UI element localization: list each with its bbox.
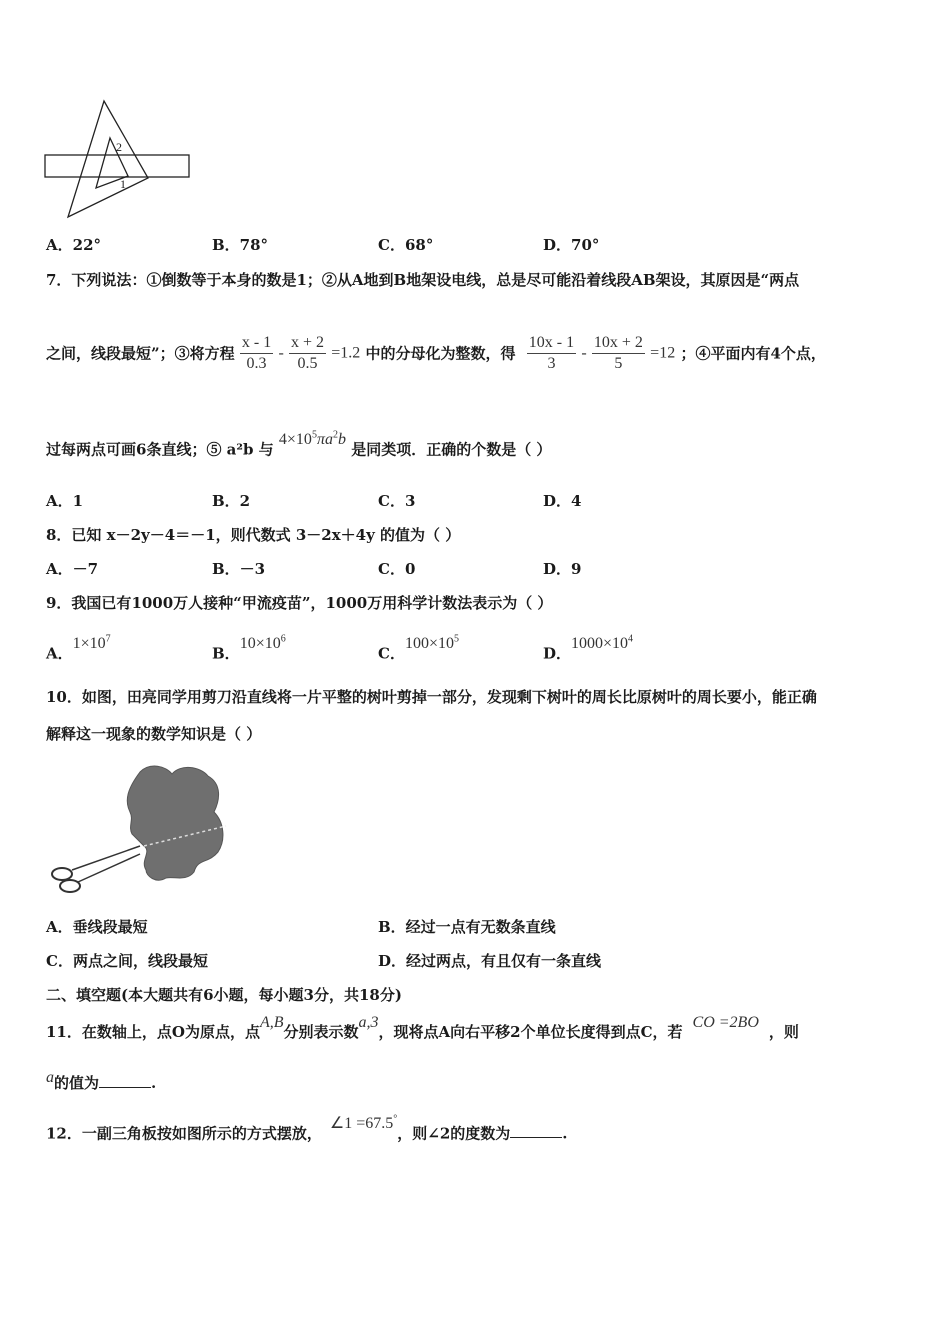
scissors-handle-bottom [60, 880, 80, 892]
eq2-den1: 3 [547, 355, 556, 372]
q6-option-b: B．78° [212, 236, 269, 254]
q10-option-d: D．经过两点，有且仅有一条直线 [378, 952, 602, 970]
term-b: b [337, 431, 346, 449]
eq1-num1: x - 1 [240, 333, 273, 354]
q11-part5: 的值为 [54, 1074, 100, 1092]
q10-line2: 解释这一现象的数学知识是（ ） [46, 725, 262, 743]
q12-angle [330, 1115, 397, 1132]
q9-option-c-expr [405, 635, 459, 652]
q9-option-a [46, 634, 111, 664]
q12-degree: ° [393, 1114, 398, 1125]
q7-like-term [279, 431, 346, 448]
eq1-den1: 0.3 [246, 355, 267, 372]
q11-part4: ，则 [768, 1023, 799, 1041]
q8-option-d: D．9 [543, 560, 582, 578]
q9-c-base: 100×10 [404, 635, 454, 653]
eq2-den2: 5 [614, 355, 623, 372]
q7-line1: 7．下列说法：①倒数等于本身的数是1；②从A地到B地架设电线，总是尽可能沿着线段AB架设，其原因是“两点 [46, 271, 800, 289]
q11-answer-blank[interactable] [99, 1073, 151, 1088]
q11-var: a [46, 1069, 54, 1086]
q7-line3-part-a: 过每两点可画6条直线；⑤ a²b 与 [46, 440, 274, 459]
q6-triangle-figure [42, 96, 197, 221]
q7-line2-part-a: 之间，线段最短”；③将方程 [46, 344, 235, 363]
eq1-fraction-2 [289, 333, 326, 374]
q12-part2: ，则∠2的度数为 [397, 1124, 511, 1143]
q9-question: 9．我国已有1000万人接种“甲流疫苗”，1000万用科学计数法表示为（ ） [46, 594, 553, 612]
q11-part1: 11．在数轴上，点O为原点，点 [46, 1023, 260, 1041]
q7-option-b: B．2 [212, 492, 251, 510]
q7-line3 [46, 430, 552, 460]
q7-line2-part-c: ；④平面内有4个点， [680, 344, 826, 363]
term-var: πa [316, 431, 333, 449]
ruler-rectangle [45, 155, 189, 177]
eq2-num1: 10x - 1 [527, 333, 576, 354]
q11-part2: 分别表示数 [283, 1023, 359, 1041]
q7-line3-part-b: 是同类项．正确的个数是（ ） [351, 440, 552, 459]
q12-part1: 12．一副三角板按如图所示的方式摆放， [46, 1124, 322, 1143]
q9-d-exp: 4 [628, 634, 634, 645]
section2-title: 二、填空题(本大题共有6小题，每小题3分，共18分) [46, 986, 402, 1004]
scissors-handle-top [52, 868, 72, 880]
q12-answer-blank[interactable] [510, 1123, 562, 1138]
q9-option-c [378, 634, 459, 664]
q9-option-d-label: D． [543, 644, 572, 663]
eq1-fraction-1 [240, 333, 273, 374]
q10-line1: 10．如图，田亮同学用剪刀沿直线将一片平整的树叶剪掉一部分，发现剩下树叶的周长比原树叶的周长要小，能正确 [46, 688, 817, 706]
q9-option-d-expr [571, 635, 633, 652]
eq1-num2: x + 2 [289, 333, 326, 354]
q10-option-b: B．经过一点有无数条直线 [378, 918, 556, 936]
leaf-shape [127, 766, 223, 880]
q11-cond: CO =2BO [692, 1014, 759, 1031]
eq2-fraction-2 [592, 333, 645, 374]
q11-line2 [46, 1069, 157, 1094]
outer-triangle [68, 101, 148, 217]
q11-end: . [151, 1074, 157, 1092]
q11-line1 [46, 1014, 799, 1043]
eq1-den2: 0.5 [297, 355, 318, 372]
q11-vals: a,3 [358, 1014, 379, 1031]
q10-leaf-scissors-figure [48, 760, 233, 898]
q8-option-c: C．0 [378, 560, 416, 578]
q7-option-c: C．3 [378, 492, 416, 510]
q9-option-d [543, 634, 634, 664]
eq1-minus: - [278, 344, 284, 362]
q8-option-a: A．－7 [46, 560, 99, 578]
q9-b-exp: 6 [280, 634, 286, 645]
q9-b-base: 10×10 [239, 635, 281, 653]
angle-1-label: 1 [120, 177, 126, 191]
q8-option-b: B．－3 [212, 560, 266, 578]
q9-a-exp: 7 [105, 634, 111, 645]
q11-ab: A,B [259, 1014, 284, 1031]
eq2-fraction-1 [527, 333, 576, 374]
scissors-blade-lower [78, 854, 140, 882]
q10-option-a: A．垂线段最短 [46, 918, 148, 936]
q9-a-base: 1×10 [72, 635, 106, 653]
angle-2-label: 2 [116, 140, 122, 154]
term-exp: 5 [311, 430, 317, 441]
q9-option-b [212, 634, 286, 664]
q7-option-a: A．1 [46, 492, 84, 510]
term-coef: 4×10 [278, 431, 312, 449]
q9-option-c-label: C． [378, 644, 405, 663]
q9-option-b-label: B． [212, 644, 240, 663]
q6-option-a: A．22° [46, 236, 102, 254]
q9-option-b-expr [240, 635, 286, 652]
q12-angle-value: ∠1 =67.5 [329, 1115, 394, 1133]
q7-line2 [46, 333, 826, 374]
q8-question: 8．已知 x－2y－4＝－1，则代数式 3－2x＋4y 的值为（ ） [46, 526, 461, 544]
eq1-rhs: =1.2 [331, 344, 361, 362]
q12-line [46, 1114, 568, 1144]
q7-option-d: D．4 [543, 492, 582, 510]
q9-option-a-expr [73, 635, 111, 652]
q9-option-a-label: A． [46, 644, 73, 663]
q11-part3: ，现将点A向右平移2个单位长度得到点C，若 [378, 1023, 683, 1041]
eq2-num2: 10x + 2 [592, 333, 645, 354]
q9-c-exp: 5 [453, 634, 459, 645]
q7-line2-part-b: 中的分母化为整数，得 [365, 344, 516, 363]
eq2-rhs: =12 [650, 344, 676, 362]
q12-end: . [562, 1124, 568, 1143]
term-exp2: 2 [332, 430, 338, 441]
eq2-minus: - [581, 344, 587, 362]
q6-option-d: D．70° [543, 236, 600, 254]
q10-option-c: C．两点之间，线段最短 [46, 952, 208, 970]
q6-option-c: C．68° [378, 236, 434, 254]
q9-d-base: 1000×10 [571, 635, 629, 653]
